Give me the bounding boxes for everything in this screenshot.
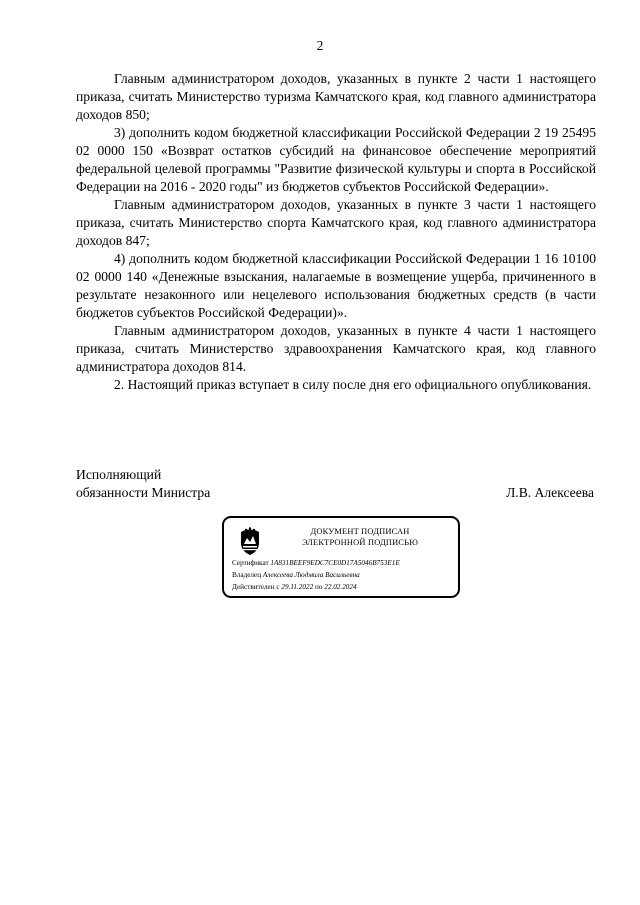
electronic-signature-stamp: [222, 516, 460, 598]
paragraph: 2. Настоящий приказ вступает в силу после дня его официального опубликования.: [114, 377, 592, 392]
signatory-name: Л.В. Алексеева: [506, 485, 594, 500]
signature-block: [76, 466, 596, 502]
position-line: обязанности Министра: [76, 485, 211, 500]
certificate-line: Сертификат 1A831BEEF9EDC7CE0D17A5046B753E1E: [232, 559, 400, 567]
paragraph: 4) дополнить кодом бюджетной классификации Российской Федерации 1 16 10100 02 0000 140 «Денежные взыскания, налагаемые в возмещение ущерба, причиненного в результате незаконного или нецелевого использования бюджетных средств (в части бюджетов субъектов Российской Федерации)».: [76, 251, 596, 320]
page-number: 2: [316, 38, 324, 53]
paragraph: 3) дополнить кодом бюджетной классификации Российской Федерации 2 19 25495 02 0000 150 «Возврат остатков субсидий на финансовое обеспечение мероприятий федеральной целевой программы "Развитие физической культуры и спорта в Российской Федерации на 2016 - 2020 годы" из бюджетов субъектов Российской Федерации».: [76, 125, 596, 194]
owner-line: Владелец Алексеева Людмила Васильевна: [232, 571, 360, 579]
position-line: Исполняющий: [76, 467, 162, 482]
document-body: [76, 70, 596, 394]
signatory-position: [76, 466, 210, 502]
coat-of-arms-icon: [238, 526, 262, 556]
stamp-title: ДОКУМЕНТ ПОДПИСАН ЭЛЕКТРОННОЙ ПОДПИСЬЮ: [301, 527, 419, 547]
paragraph: Главным администратором доходов, указанных в пункте 2 части 1 настоящего приказа, считать Министерство туризма Камчатского края, код главного администратора доходов 850;: [76, 71, 596, 122]
validity-line: Действителен с 29.11.2022 по 22.02.2024: [232, 583, 357, 591]
paragraph: Главным администратором доходов, указанных в пункте 3 части 1 настоящего приказа, считать Министерство спорта Камчатского края, код главного администратора доходов 847;: [76, 197, 596, 248]
paragraph: Главным администратором доходов, указанных в пункте 4 части 1 настоящего приказа, считать Министерство здравоохранения Камчатского края, код главного администратора доходов 814.: [76, 323, 596, 374]
